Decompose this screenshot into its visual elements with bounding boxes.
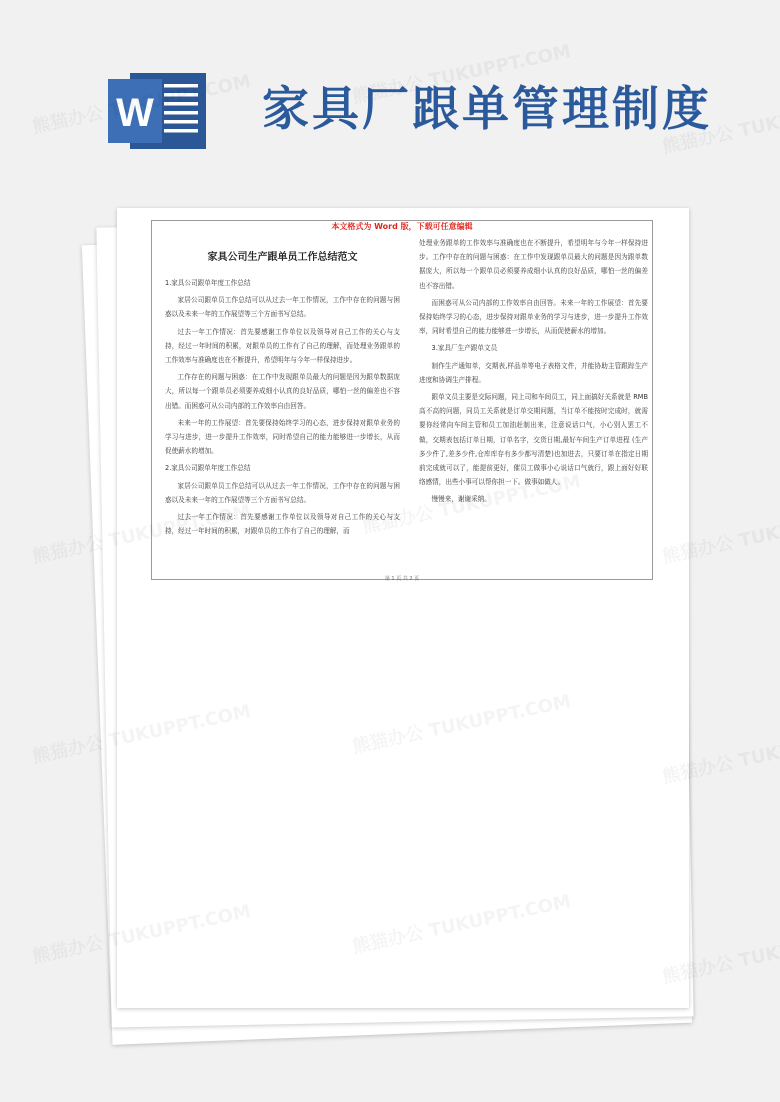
word-icon-letter: W	[116, 91, 154, 135]
paragraph: 制作生产通知单，交期表,样品单等电子表格文件，并能协助主管跟踪生产进度和协调生产排程。	[419, 361, 648, 384]
paragraph: 工作存在的问题与困惑：在工作中发现跟单员最大的问题是因为跟单数据庞大，所以每一个跟单员必须要养成细小认真的良好品质，哪怕一丝的偏差也不容出错。而困惑可从公司内部的工作效率自由回答。	[165, 373, 400, 410]
section-heading: 1.家具公司跟单年度工作总结	[165, 279, 251, 287]
paragraph: 慢慢来，谢谢采纳。	[431, 495, 491, 504]
document-title: 家具公司生产跟单员工作总结范文	[207, 252, 358, 263]
left-text-column	[165, 248, 400, 541]
section-heading: 3.家具厂生产跟单文员	[431, 344, 498, 353]
paragraph: 过去一年工作情况：首先要感谢工作单位以及领导对自己工作的关心与支持，经过一年时间的积累，对跟单员的工作有了自己的理解，而	[165, 513, 400, 536]
word-icon	[108, 70, 208, 152]
paragraph: 而困惑可从公司内部的工作效率自由回答。未来一年的工作展望：首先要保持始终学习的心态，进步保持对跟单业务的学习与进步，进一步提升工作效率，同时希望自己的能力能够进一步增长，从而促使薪水的增加。	[419, 298, 648, 336]
format-notice: 本文格式为 Word 版，下载可任意编辑	[331, 222, 473, 231]
paragraph: 家居公司跟单员工作总结可以从过去一年工作情况，工作中存在的问题与困惑以及未来一年的工作展望等三个方面书写总结。	[165, 296, 400, 319]
page-number: 第 1 页 共 2 页	[384, 576, 420, 582]
paragraph: 未来一年的工作展望：首先要保持始终学习的心态，进步保持对跟单业务的学习与进步，进一步提升工作效率，同时希望自己的能力能够进一步增长，从而促使薪水的增加。	[165, 418, 400, 456]
header-banner	[0, 0, 780, 200]
paragraph: 跟单文员主要是交际问题，同上司和车间员工，同上面搞好关系就是 RMB 高不高的问题，同员工关系就是订单交期问题，当订单不能按时完成时，就需要你经常向车间主管和员工加油赶制出来，注意说话口气，小心别人罢工不做，交期表包括订单日期，订单名字，交货日期,最好车间生产订单进程 (生产多少件了,差多少件,仓库库存有多少都写清楚)也加进去，只要订单在指定日期前完成就可以了，能提前更好，催员工做事小心说话口气就行，跟上面好好联络感情，出些小事可以帮你担一下。做事如做人。	[419, 393, 648, 487]
right-text-column	[419, 236, 648, 510]
paragraph: 过去一年工作情况：首先要感谢工作单位以及领导对自己工作的关心与支持，经过一年时间的积累，对跟单员的工作有了自己的理解，而处理业务跟单的工作效率与准确度也在不断提升，希望明年与今年一样保持进步。	[165, 327, 400, 365]
section-heading: 2.家具公司跟单年度工作总结	[165, 464, 251, 473]
paragraph: 家居公司跟单员工作总结可以从过去一年工作情况，工作中存在的问题与困惑以及未来一年的工作展望等三个方面书写总结。	[165, 481, 400, 504]
page-title: 家具厂跟单管理制度	[262, 82, 712, 137]
paragraph: 处理业务跟单的工作效率与准确度也在不断提升，希望明年与今年一样保持进步。工作中存在的问题与困惑：在工作中发现跟单员最大的问题是因为跟单数据庞大，所以每一个跟单员必须要养成细小认真的良好品质，哪怕一丝的偏差也不容出错。	[419, 239, 648, 290]
